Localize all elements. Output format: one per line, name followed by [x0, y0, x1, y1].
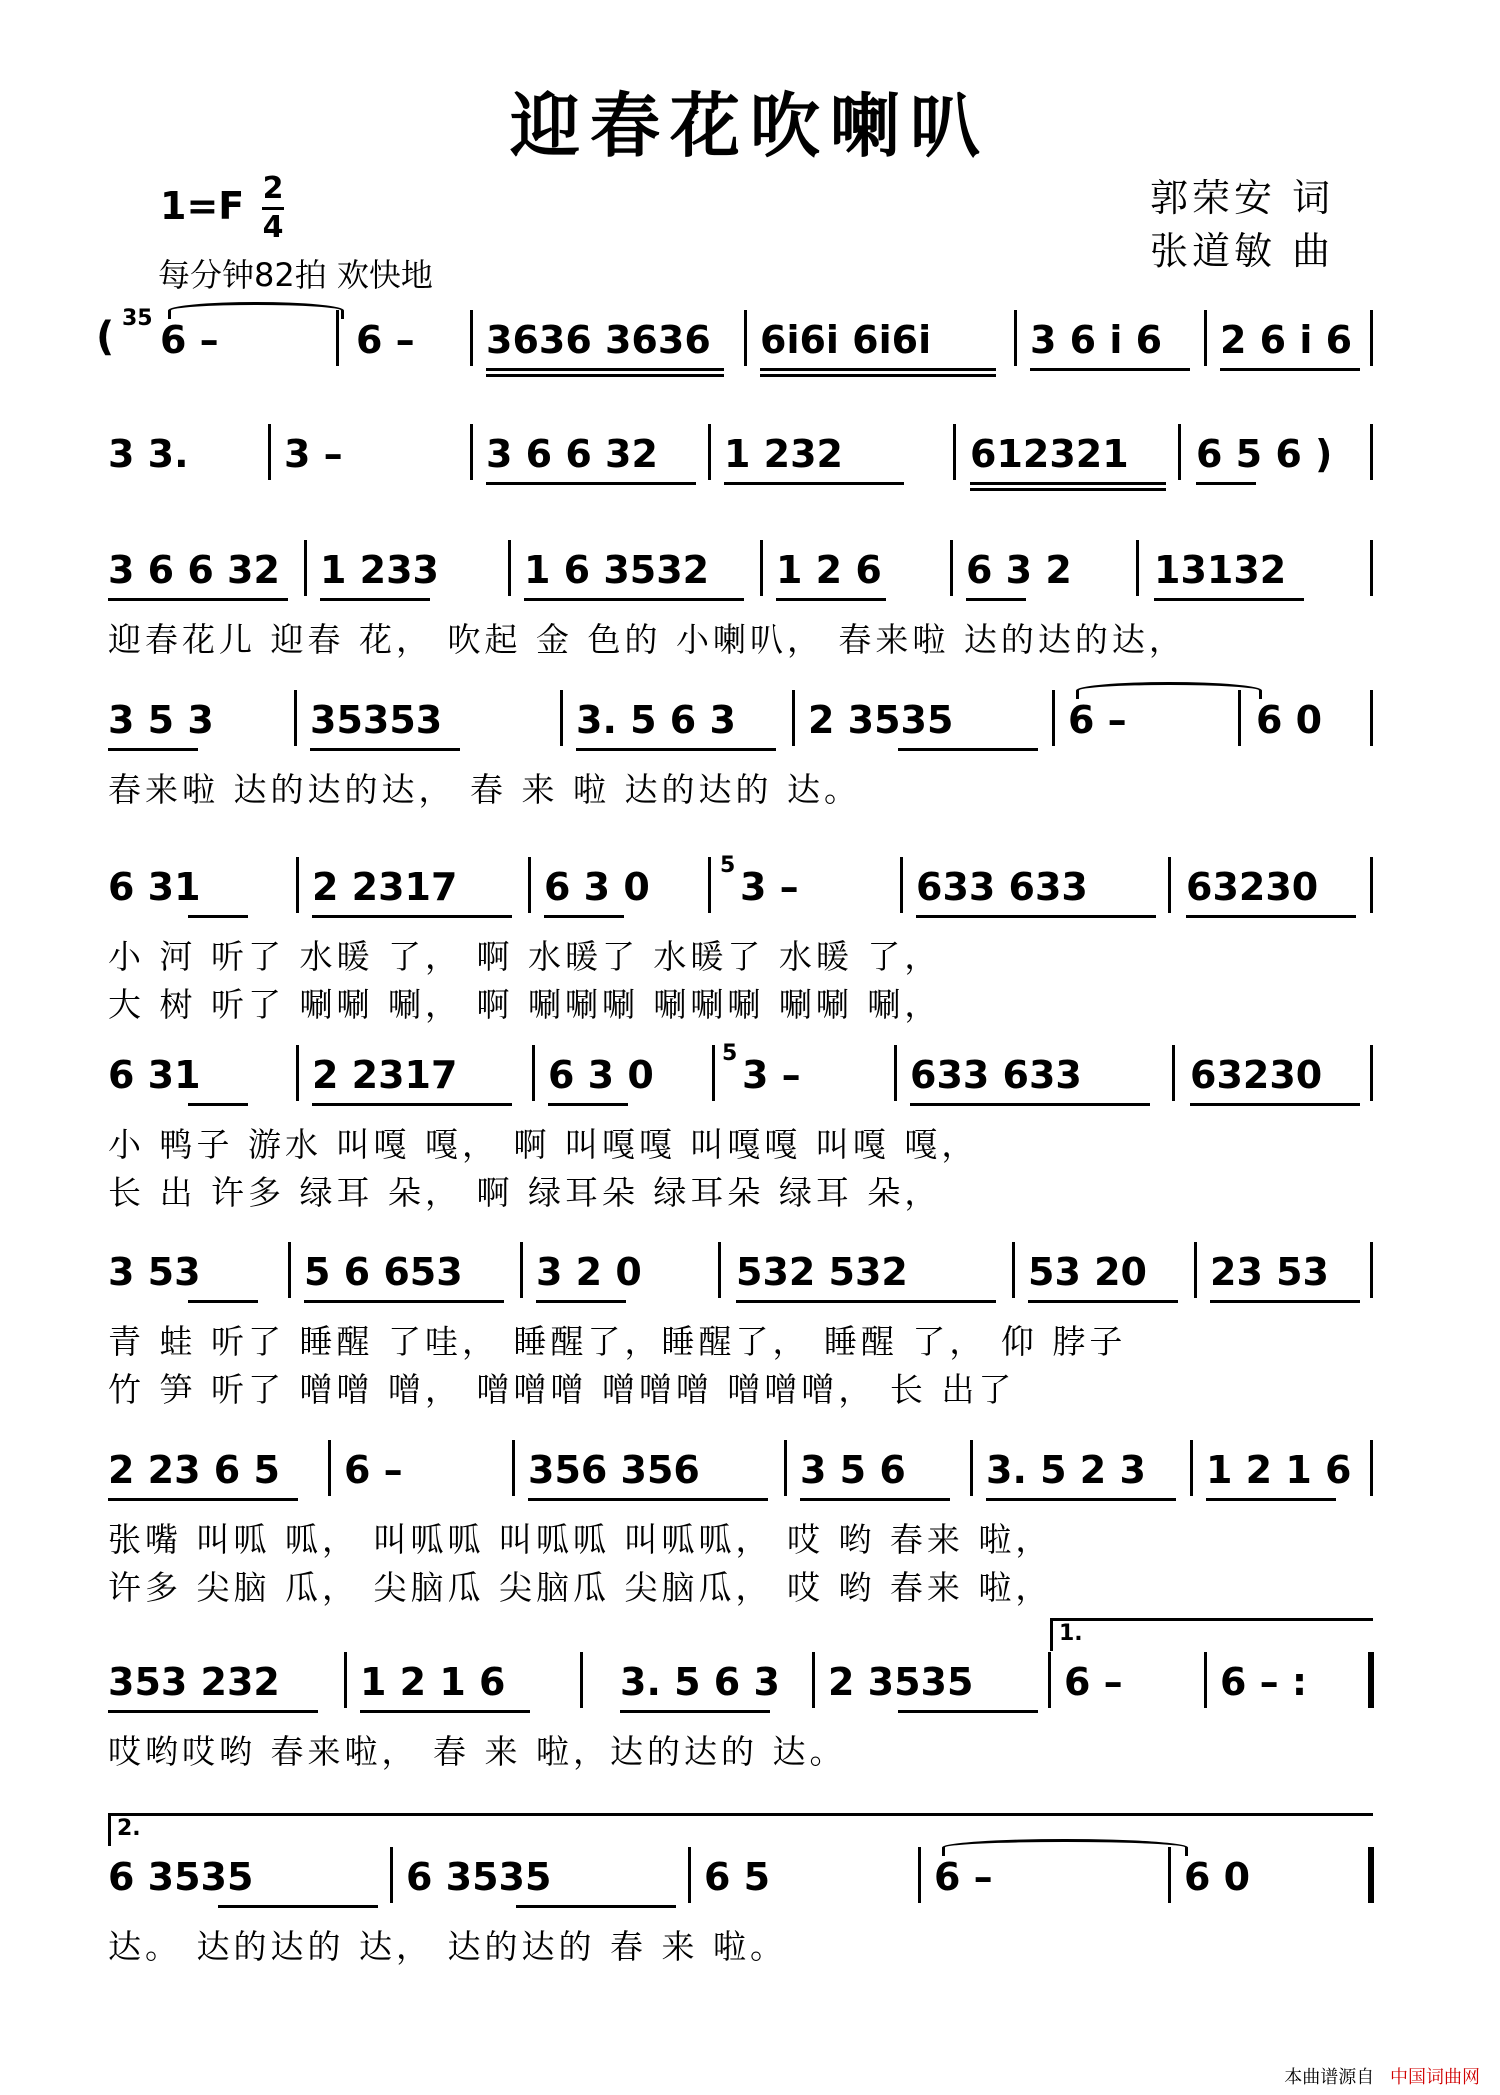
- song-title: 迎春花吹喇叭: [510, 84, 990, 167]
- score-row-5: 6 31 2 2317 6 3 0 5 3 – 633 633 63230 小 河 听了 水暖 了， 啊 水暖了 水暖了 水暖 了， 大 树 听了 唰唰 唰， 啊 唰唰唰 唰唰唰 唰唰 唰，: [108, 865, 1383, 1045]
- measure: 3 –: [742, 1053, 801, 1097]
- first-ending-bracket: [1050, 1618, 1373, 1651]
- measure: 6 –: [934, 1855, 993, 1899]
- time-signature-top: 2: [262, 171, 284, 206]
- measure: 6 31: [108, 865, 201, 909]
- measure: 3. 5 6 3: [620, 1660, 780, 1704]
- measure: 3 6 6 32: [108, 548, 280, 592]
- measure: 3 2 0: [536, 1250, 642, 1294]
- volta-label: 2.: [117, 1816, 141, 1841]
- measure: 6 –: [356, 318, 415, 362]
- lyric-line: 许多 尖脑 瓜， 尖脑瓜 尖脑瓜 尖脑瓜， 哎 哟 春来 啦，: [108, 1568, 1053, 1607]
- measure: 612321: [970, 432, 1129, 476]
- measure: 6 5 6 ): [1196, 432, 1333, 476]
- measure: 6 3535: [406, 1855, 552, 1899]
- measure: 356 356: [528, 1448, 700, 1492]
- measure: 6i6i 6i6i: [760, 318, 932, 362]
- measure: 6 –: [1068, 698, 1127, 742]
- measure: 2 6 i 6: [1220, 318, 1353, 362]
- measure: 2 2317: [312, 865, 458, 909]
- measure: 3636 3636: [486, 318, 711, 362]
- composer-credit: 张道敏 曲: [1150, 229, 1335, 273]
- score-row-6: 6 31 2 2317 6 3 0 5 3 – 633 633 63230 小 鸭子 游水 叫嘎 嘎， 啊 叫嘎嘎 叫嘎嘎 叫嘎 嘎， 长 出 许多 绿耳 朵， 啊 绿耳朵 绿耳朵 绿耳 朵，: [108, 1053, 1383, 1233]
- score-row-7: [108, 1250, 1383, 1430]
- score-row-1: ( 35 6 – 6 – 3636 3636 6i6i 6i6i 3 6 i 6 2 6 i 6: [108, 318, 1383, 498]
- second-ending-bracket: [108, 1813, 1373, 1846]
- measure: 3 6 i 6: [1030, 318, 1163, 362]
- measure: 2 23 6 5: [108, 1448, 280, 1492]
- measure: 1 2 1 6: [360, 1660, 506, 1704]
- tempo-marking: 每分钟82拍 欢快地: [158, 256, 433, 294]
- measure: 6 3535: [108, 1855, 254, 1899]
- measure: 3 5 6: [800, 1448, 906, 1492]
- measure: 3. 5 6 3: [576, 698, 736, 742]
- measure: 353 232: [108, 1660, 280, 1704]
- measure: 1 2 6: [776, 548, 882, 592]
- measure: 6 0: [1256, 698, 1323, 742]
- lyric-line: 春来啦 达的达的达， 春 来 啦 达的达的 达。: [108, 770, 861, 809]
- score-row-4: [108, 698, 1383, 878]
- measure: 6 3 2: [966, 548, 1072, 592]
- measure: 6 3 0: [548, 1053, 654, 1097]
- lyric-line: 小 鸭子 游水 叫嘎 嘎， 啊 叫嘎嘎 叫嘎嘎 叫嘎 嘎，: [108, 1125, 979, 1164]
- measure: 5 6 653: [304, 1250, 463, 1294]
- measure: 2 3535: [808, 698, 954, 742]
- lyric-line: 张嘴 叫呱 呱， 叫呱呱 叫呱呱 叫呱呱， 哎 哟 春来 啦，: [108, 1520, 1053, 1559]
- measure: 3. 5 2 3: [986, 1448, 1146, 1492]
- measure: 53 20: [1028, 1250, 1147, 1294]
- measure: 1 2 1 6: [1206, 1448, 1352, 1492]
- measure: 13132: [1154, 548, 1287, 592]
- time-signature-bottom: 4: [262, 210, 284, 245]
- score-row-10: [108, 1816, 1383, 2035]
- measure: 3 3.: [108, 432, 189, 476]
- time-signature: [262, 172, 284, 245]
- measure: 633 633: [910, 1053, 1082, 1097]
- measure: 3 6 6 32: [486, 432, 658, 476]
- measure: 3 –: [740, 865, 799, 909]
- measure: 63230: [1190, 1053, 1323, 1097]
- source-footer: [1284, 2063, 1480, 2089]
- lyric-line: 小 河 听了 水暖 了， 啊 水暖了 水暖了 水暖 了，: [108, 937, 942, 976]
- measure: 6 3 0: [544, 865, 650, 909]
- lyric-line: 哎哟哎哟 春来啦， 春 来 啦，达的达的 达。: [108, 1732, 847, 1771]
- lyric-line: 青 蛙 听了 睡醒 了哇， 睡醒了，睡醒了， 睡醒 了， 仰 脖子: [108, 1322, 1127, 1361]
- key-signature: 1=F: [160, 184, 245, 228]
- measure: 1 6 3532: [524, 548, 710, 592]
- measure: 3 5 3: [108, 698, 214, 742]
- measure: 2 2317: [312, 1053, 458, 1097]
- source-site-link[interactable]: 中国词曲网: [1390, 2067, 1480, 2088]
- measure: 633 633: [916, 865, 1088, 909]
- volta-label: 1.: [1059, 1621, 1083, 1646]
- measure: 6 –: [344, 1448, 403, 1492]
- source-label: 本曲谱源自: [1284, 2067, 1375, 2088]
- lyric-line: 长 出 许多 绿耳 朵， 啊 绿耳朵 绿耳朵 绿耳 朵，: [108, 1173, 942, 1212]
- measure: 2 3535: [828, 1660, 974, 1704]
- measure: 6 –: [1064, 1660, 1123, 1704]
- measure: 63230: [1186, 865, 1319, 909]
- measure: 6 31: [108, 1053, 201, 1097]
- measure: 6 – :: [1220, 1660, 1308, 1704]
- lyric-line: 达。 达的达的 达， 达的达的 春 来 啦。: [108, 1927, 787, 1966]
- measure: 6 5: [704, 1855, 771, 1899]
- lyric-line: 竹 笋 听了 噌噌 噌， 噌噌噌 噌噌噌 噌噌噌， 长 出了: [108, 1370, 1016, 1409]
- lyric-line: 迎春花儿 迎春 花， 吹起 金 色的 小喇叭， 春来啦 达的达的达，: [108, 620, 1186, 659]
- lyric-line: 大 树 听了 唰唰 唰， 啊 唰唰唰 唰唰唰 唰唰 唰，: [108, 985, 942, 1024]
- measure: 6 –: [160, 318, 219, 362]
- measure: 6 0: [1184, 1855, 1251, 1899]
- measure: 23 53: [1210, 1250, 1329, 1294]
- lyricist-credit: 郭荣安 词: [1150, 176, 1335, 220]
- measure: 532 532: [736, 1250, 908, 1294]
- measure: 3 –: [284, 432, 343, 476]
- measure: 3 53: [108, 1250, 201, 1294]
- measure: 35353: [310, 698, 443, 742]
- measure: 1 232: [724, 432, 843, 476]
- measure: 1 233: [320, 548, 439, 592]
- score-row-8: [108, 1448, 1383, 1628]
